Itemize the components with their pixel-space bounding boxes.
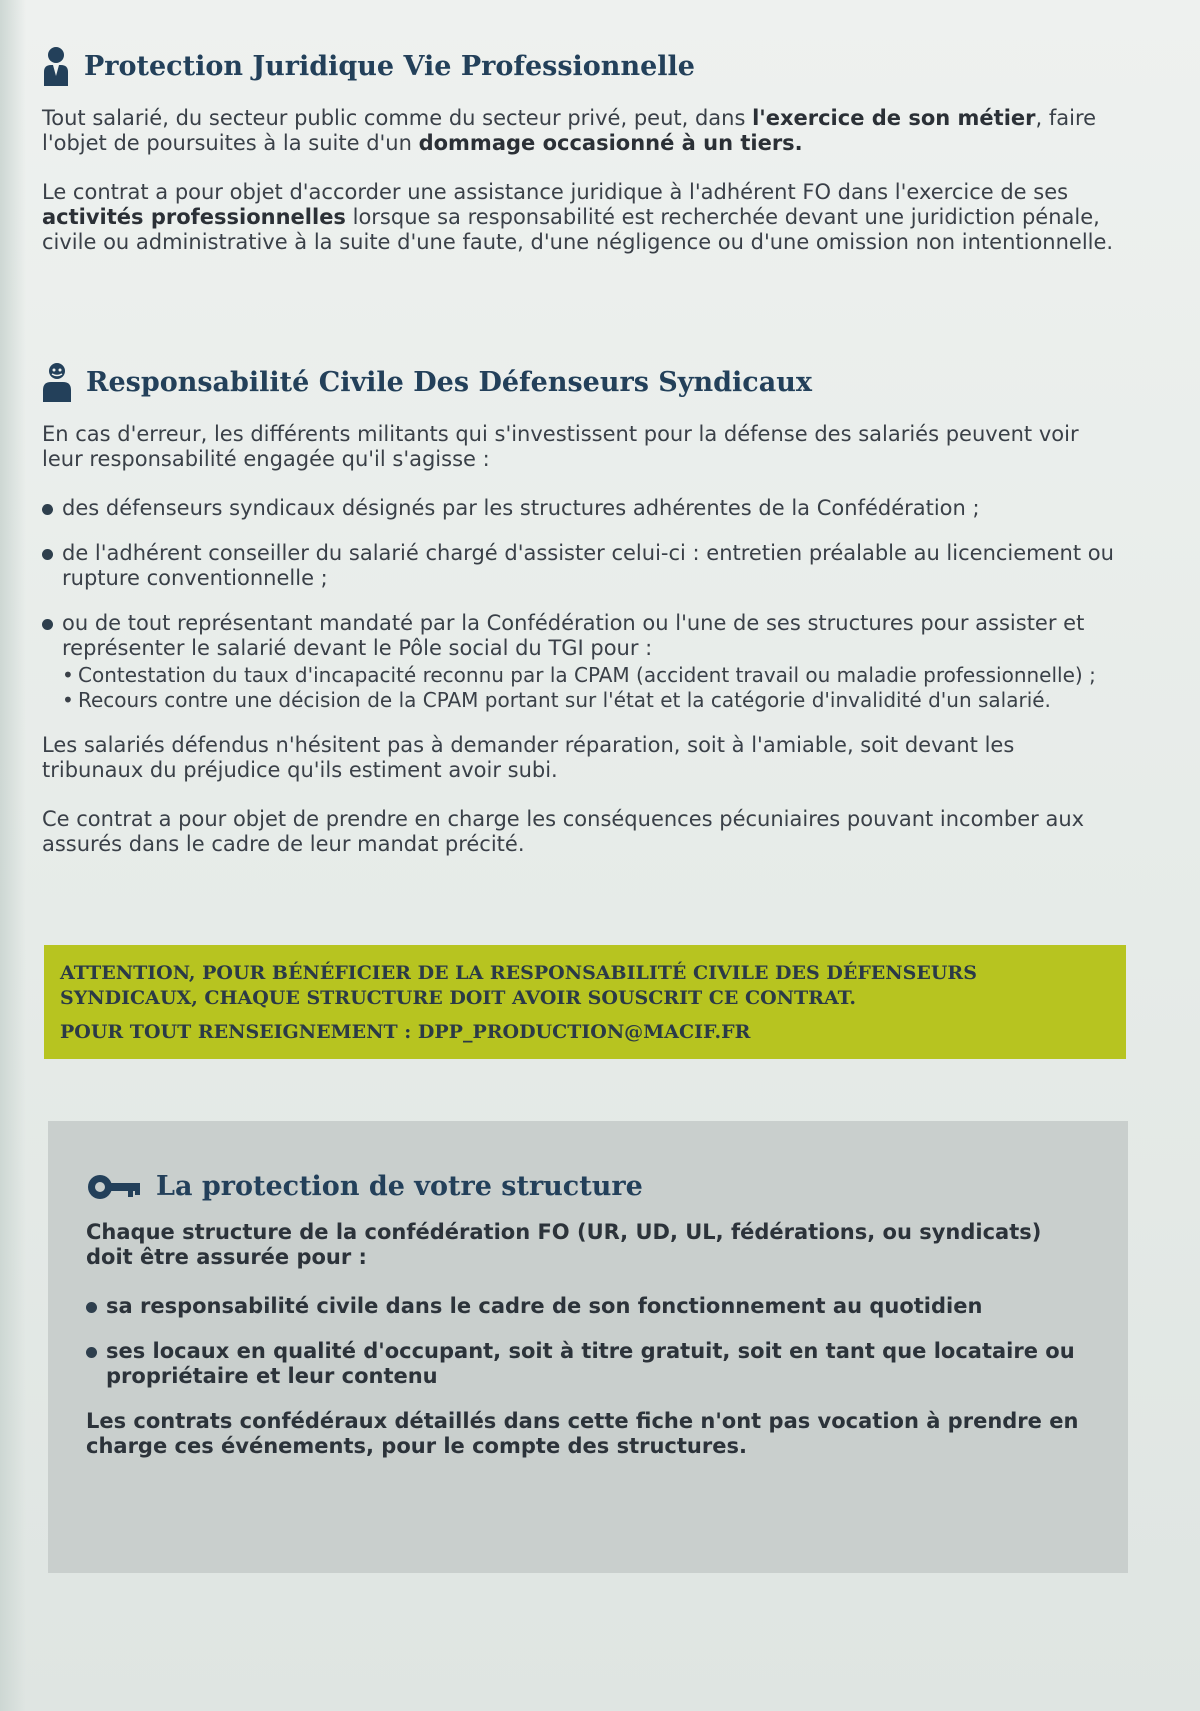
bullet-dot <box>42 549 53 560</box>
p1-text-a: Tout salarié, du secteur public comme du secteur privé, peut, dans <box>42 106 753 130</box>
section1-title: Protection Juridique Vie Professionnelle <box>84 50 695 82</box>
section2-bullet-list <box>42 496 1122 713</box>
callout-line-1: ATTENTION, POUR BÉNÉFICIER DE LA RESPONSABILITÉ CIVILE DES DÉFENSEURS <box>60 962 977 984</box>
bullet-text: des défenseurs syndicaux désignés par les structures adhérentes de la Confédération ; <box>62 496 980 520</box>
list-item <box>42 541 1122 591</box>
section3-bullet-list <box>86 1294 1088 1389</box>
section2-intro: En cas d'erreur, les différents militants qui s'investissent pour la défense des salariés peuvent voir leur responsabilité engagée qu'il s'agisse : <box>42 422 1079 471</box>
key-icon <box>86 1172 142 1202</box>
list-item <box>86 1294 1088 1319</box>
bullet-dot <box>86 1347 97 1358</box>
p2-text-a: Le contrat a pour objet d'accorder une assistance juridique à l'adhérent FO dans l'exercice de ses <box>42 180 1069 204</box>
structure-protection-box <box>48 1121 1128 1573</box>
sub-list-item: • Contestation du taux d'incapacité reconnu par la CPAM (accident travail ou maladie professionnelle) ; <box>62 663 1122 688</box>
section3-title: La protection de votre structure <box>156 1171 643 1202</box>
p1-bold-d: dommage occasionné à un tiers. <box>418 131 803 155</box>
bullet-dot <box>86 1302 97 1313</box>
section2-paragraph-3: Les salariés défendus n'hésitent pas à demander réparation, soit à l'amiable, soit devant les tribunaux du préjudice qu'ils estiment avoir subi. <box>42 733 1015 782</box>
section2-paragraph-4: Ce contrat a pour objet de prendre en charge les conséquences pécuniaires pouvant incomber aux assurés dans le cadre de leur mandat précité. <box>42 807 1085 856</box>
section3-intro: Chaque structure de la confédération FO (UR, UD, UL, fédérations, ou syndicats) doit être assurée pour : <box>86 1220 1042 1269</box>
callout-line-2: SYNDICAUX, CHAQUE STRUCTURE DOIT AVOIR SOUSCRIT CE CONTRAT. <box>60 987 856 1009</box>
sub-list-item: • Recours contre une décision de la CPAM portant sur l'état et la catégorie d'invalidité d'un salarié. <box>62 688 1122 713</box>
section2-heading <box>42 362 1122 402</box>
section3-heading <box>86 1171 1088 1202</box>
bullet-text: sa responsabilité civile dans le cadre de son fonctionnement au quotidien <box>106 1294 983 1318</box>
bullet-text: de l'adhérent conseiller du salarié chargé d'assister celui-ci : entretien préalable au licenciement ou rupture conventionnelle ; <box>62 541 1114 590</box>
callout-contact-line: POUR TOUT RENSEIGNEMENT : DPP_PRODUCTION@MACIF.FR <box>60 1021 751 1043</box>
bullet-dot <box>42 504 53 515</box>
section1-paragraph-2 <box>42 180 1122 255</box>
lawyer-person-icon <box>42 46 70 86</box>
section1-heading <box>42 46 1122 86</box>
p2-bold-b: activités professionnelles <box>42 205 346 229</box>
page-edge-shadow <box>0 0 26 1711</box>
section1-paragraph-1 <box>42 106 1122 156</box>
bullet-text: ses locaux en qualité d'occupant, soit à titre gratuit, soit en tant que locataire ou propriétaire et leur contenu <box>106 1339 1075 1388</box>
p1-bold-b: l'exercice de son métier <box>752 106 1036 130</box>
sub-bullet-list <box>62 663 1122 713</box>
list-item <box>86 1339 1088 1389</box>
section-responsabilite-civile <box>42 362 1122 881</box>
bullet-dot <box>42 619 53 630</box>
section-protection-juridique <box>42 46 1122 279</box>
list-item <box>42 611 1122 713</box>
defender-person-icon <box>42 362 72 402</box>
p1-text-c: , faire l'objet de poursuites à la suite d'un <box>42 106 1097 155</box>
bullet-text: ou de tout représentant mandaté par la Confédération ou l'une de ses structures pour assister et représenter le salarié devant le Pôle social du TGI pour : <box>62 611 1085 660</box>
attention-callout <box>44 945 1126 1059</box>
section3-outro: Les contrats confédéraux détaillés dans cette fiche n'ont pas vocation à prendre en charge ces événements, pour le compte des structures. <box>86 1409 1079 1458</box>
list-item <box>42 496 1122 521</box>
section2-title: Responsabilité Civile Des Défenseurs Syndicaux <box>86 366 812 398</box>
p2-text-c: lorsque sa responsabilité est recherchée devant une juridiction pénale, civile ou administrative à la suite d'une faute, d'une négligence ou d'une omission non intentionnelle. <box>42 205 1114 254</box>
